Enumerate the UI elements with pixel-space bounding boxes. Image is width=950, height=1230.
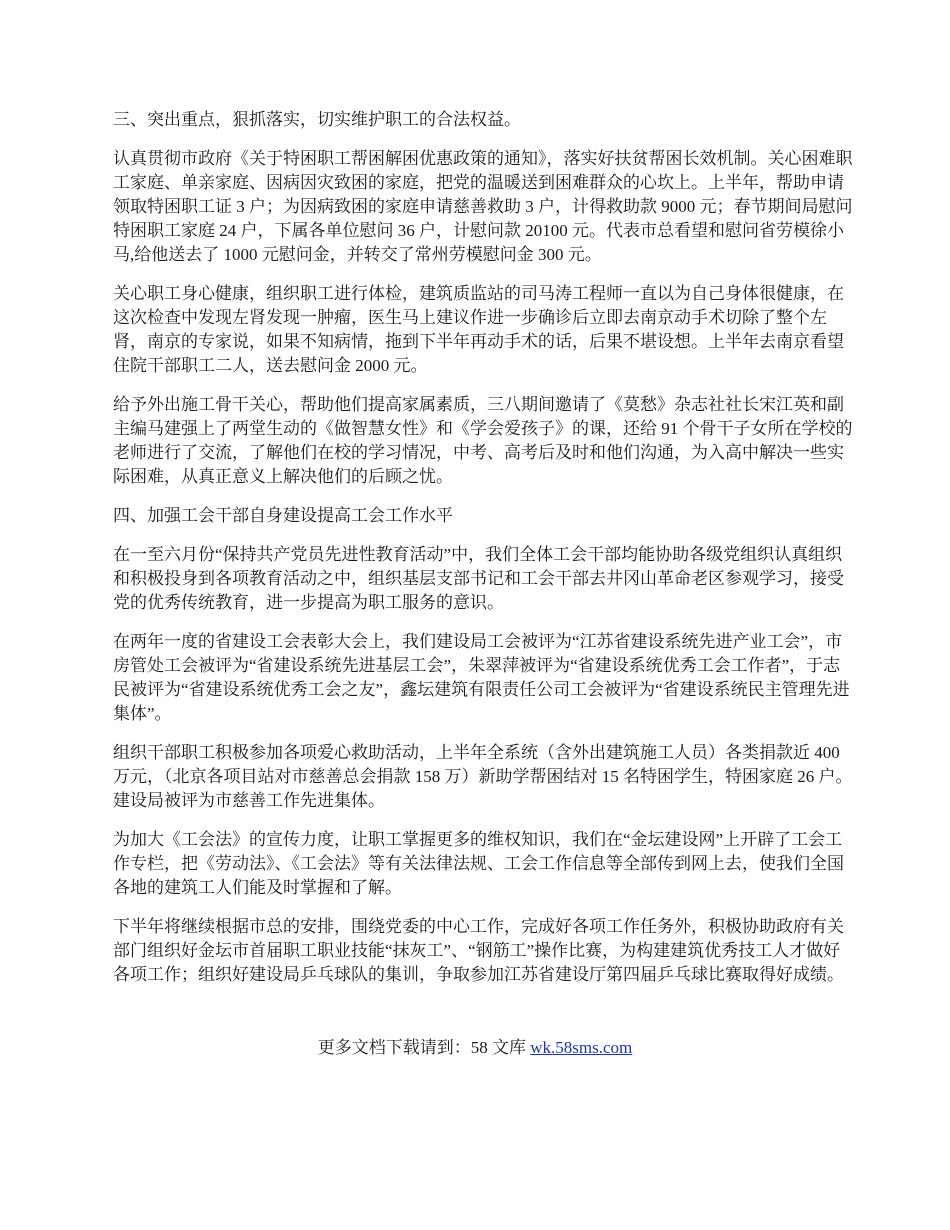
paragraph: 关心职工身心健康，组织职工进行体检，建筑质监站的司马涛工程师一直以为自己身体很健康，在这次检查中发现左肾发现一肿瘤，医生马上建议作进一步确诊后立即去南京动手术切除了整个左肾，南京的专家说，如果不知病情，拖到下半年再动手术的话，后果不堪设想。上半年去南京看望住院干部职工二人，送去慰问金 2000 元。 bbox=[113, 284, 844, 375]
paragraph: 下半年将继续根据市总的安排，围绕党委的中心工作，完成好各项工作任务外，积极协助政府有关部门组织好金坛市首届职工职业技能“抹灰工”、“钢筋工”操作比赛，为构建建筑优秀技工人才做好各项工作；组织好建设局乒乓球队的集训，争取参加江苏省建设厅第四届乒乓球比赛取得好成绩。 bbox=[113, 917, 844, 984]
download-footer bbox=[0, 1036, 950, 1060]
footer-text: 更多文档下载请到：58 文库 bbox=[317, 1038, 531, 1057]
paragraph: 在一至六月份“保持共产党员先进性教育活动”中，我们全体工会干部均能协助各级党组织认真组织和积极投身到各项教育活动之中，组织基层支部书记和工会干部去井冈山革命老区参观学习，接受党的优秀传统教育，进一步提高为职工服务的意识。 bbox=[113, 545, 844, 612]
footer-link[interactable]: wk.58sms.com bbox=[530, 1038, 633, 1057]
paragraph: 给予外出施工骨干关心，帮助他们提高家属素质，三八期间邀请了《莫愁》杂志社社长宋江英和副主编马建强上了两堂生动的《做智慧女性》和《学会爱孩子》的课，还给 91 个骨干子女所在学校的老师进行了交流，了解他们在校的学习情况，中考、高考后及时和他们沟通，为入高中解决一些实际困难，从真正意义上解决他们的后顾之忧。 bbox=[113, 395, 853, 486]
document-body bbox=[113, 108, 853, 1002]
paragraph: 为加大《工会法》的宣传力度，让职工掌握更多的维权知识，我们在“金坛建设网”上开辟了工会工作专栏，把《劳动法》、《工会法》等有关法律法规、工会工作信息等全部传到网上去，使我们全国各地的建筑工人们能及时掌握和了解。 bbox=[113, 830, 844, 897]
paragraph: 认真贯彻市政府《关于特困职工帮困解困优惠政策的通知》，落实好扶贫帮困长效机制。关心困难职工家庭、单亲家庭、因病因灾致困的家庭，把党的温暖送到困难群众的心坎上。上半年，帮助申请领取特困职工证 3 户；为因病致困的家庭申请慈善救助 3 户，计得救助款 9000 元；春节期间局慰问特困职工家庭 24 户，下属各单位慰问 36 户，计慰问款 20100 元。代表市总看望和慰问省劳模徐小马,给他送去了 1000 元慰问金，并转交了常州劳模慰问金 300 元。 bbox=[113, 149, 853, 264]
section-3-heading: 三、突出重点，狠抓落实，切实维护职工的合法权益。 bbox=[113, 110, 521, 129]
section-4-heading: 四、加强工会干部自身建设提高工会工作水平 bbox=[113, 506, 453, 525]
paragraph: 组织干部职工积极参加各项爱心救助活动，上半年全系统（含外出建筑施工人员）各类捐款近 400 万元，（北京各项目站对市慈善总会捐款 158 万）新助学帮困结对 15 名特困学生，特困家庭 26 户。建设局被评为市慈善工作先进集体。 bbox=[113, 743, 853, 810]
paragraph: 在两年一度的省建设工会表彰大会上，我们建设局工会被评为“江苏省建设系统先进产业工会”，市房管处工会被评为“省建设系统先进基层工会”，朱翠萍被评为“省建设系统优秀工会工作者”，于志民被评为“省建设系统优秀工会之友”，鑫坛建筑有限责任公司工会被评为“省建设系统民主管理先进集体”。 bbox=[113, 632, 850, 723]
